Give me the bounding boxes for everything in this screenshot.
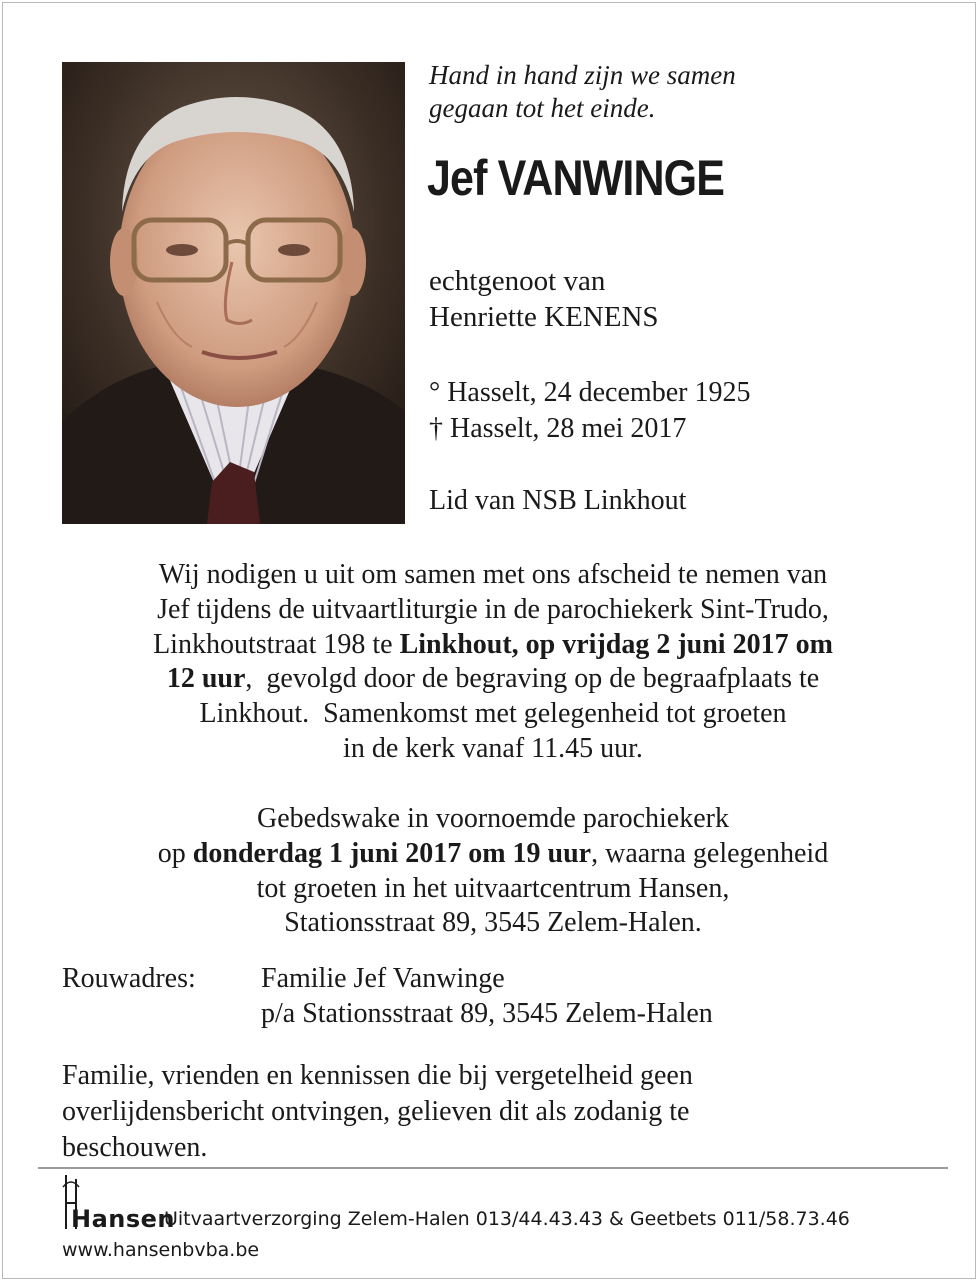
contact-line: Uitvaartverzorging Zelem-Halen 013/44.43.43 & Geetbets 011/58.73.46	[164, 1208, 850, 1230]
mourning-address-lines	[261, 961, 713, 1031]
vigil-notice	[43, 802, 943, 941]
funeral-line-4	[43, 662, 943, 697]
motto	[429, 59, 949, 125]
vigil-line-2-pre: op	[157, 837, 193, 869]
portrait-illustration	[62, 62, 405, 524]
funeral-line-4-bold: 12 uur	[166, 663, 246, 695]
vigil-line-3: tot groeten in het uitvaartcentrum Hansen,	[256, 872, 730, 904]
funeral-line-3-pre: Linkhoutstraat 198 te	[153, 628, 400, 660]
funeral-line-6: in de kerk vanaf 11.45 uur.	[343, 732, 643, 764]
spouse-line-1: echtgenoot van	[429, 265, 606, 297]
birth-date: ° Hasselt, 24 december 1925	[429, 377, 751, 408]
funeral-line-5: Linkhout. Samenkomst met gelegenheid tot groeten	[199, 698, 787, 730]
funeral-line-1: Wij nodigen u uit om samen met ons afscheid te nemen van	[158, 559, 828, 590]
closing-line-3: beschouwen.	[62, 1132, 208, 1163]
vigil-line-1: Gebedswake in voornoemde parochiekerk	[257, 803, 729, 834]
motto-line-2: gegaan tot het einde.	[429, 93, 656, 123]
hansen-logo	[62, 1173, 176, 1235]
vigil-line-2-bold: donderdag 1 juni 2017 om 19 uur	[192, 837, 592, 869]
motto-line-1: Hand in hand zijn we samen	[429, 60, 736, 90]
hansen-logo-word: Hansen	[71, 1205, 176, 1233]
funeral-line-4-post: , gevolgd door de begraving op de begraafplaats te	[245, 663, 820, 695]
funeral-line-2: Jef tijdens de uitvaartliturgie in de parochiekerk Sint-Trudo,	[157, 593, 829, 625]
closing-note	[62, 1058, 693, 1166]
funeral-line-3	[43, 628, 943, 663]
spouse-info	[429, 263, 659, 335]
portrait-photo	[62, 62, 405, 524]
funeral-line-3-bold: Linkhout, op vrijdag 2 juni 2017 om	[399, 628, 833, 660]
spouse-line-2: Henriette KENENS	[429, 301, 659, 333]
life-dates	[429, 375, 750, 447]
closing-line-2: overlijdensbericht ontvingen, gelieven dit als zodanig te	[62, 1096, 690, 1127]
mourning-address-label: Rouwadres:	[62, 963, 196, 994]
membership: Lid van NSB Linkhout	[429, 485, 687, 516]
vigil-line-4: Stationsstraat 89, 3545 Zelem-Halen.	[284, 907, 702, 939]
deceased-name: Jef VANWINGE	[427, 150, 725, 206]
footer-divider	[38, 1167, 948, 1169]
funeral-invitation	[43, 558, 943, 767]
closing-line-1: Familie, vrienden en kennissen die bij vergetelheid geen	[62, 1060, 693, 1091]
vigil-line-2-post: , waarna gelegenheid	[591, 837, 829, 869]
obituary-card	[2, 2, 976, 1279]
mourning-address-line-1: Familie Jef Vanwinge	[261, 963, 505, 994]
death-date: † Hasselt, 28 mei 2017	[429, 413, 687, 444]
vigil-line-2	[43, 837, 943, 872]
website-link[interactable]: www.hansenbvba.be	[62, 1239, 260, 1261]
mourning-address-line-2: p/a Stationsstraat 89, 3545 Zelem-Halen	[261, 998, 713, 1029]
